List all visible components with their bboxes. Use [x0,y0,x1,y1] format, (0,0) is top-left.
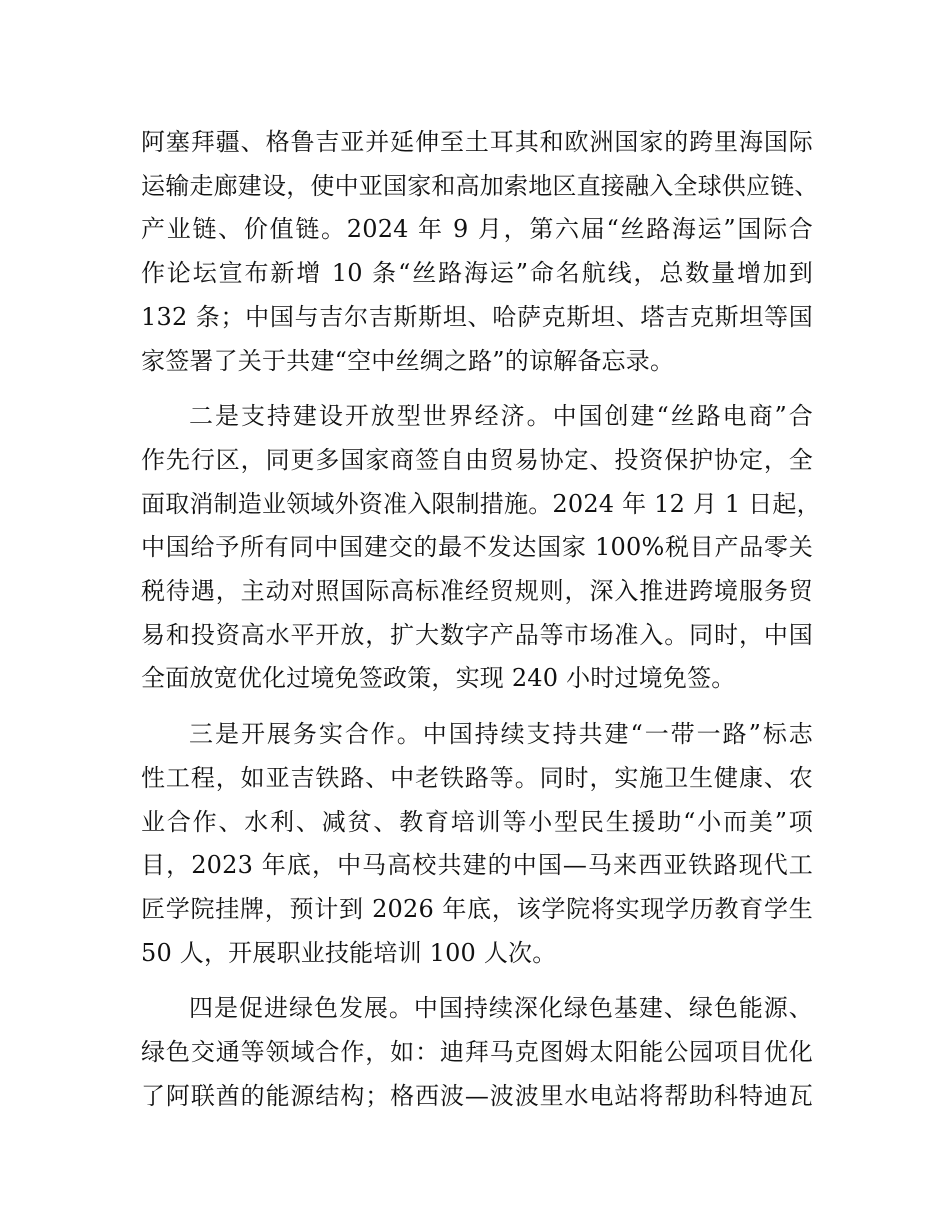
text-line: 二是支持建设开放型世界经济。中国创建“丝路电商”合 [189,402,813,431]
text-line: 性工程，如亚吉铁路、中老铁路等。同时，实施卫生健康、农 [141,763,813,792]
text-line: 绿色交通等领域合作，如：迪拜马克图姆太阳能公园项目优化 [141,1038,813,1067]
text-line: 132 条；中国与吉尔吉斯斯坦、哈萨克斯坦、塔吉克斯坦等国 [141,302,813,331]
paragraph-open-economy [141,395,821,701]
document-body [141,121,821,1118]
text-line: 税待遇，主动对照国际高标准经贸规则，深入推进跨境服务贸 [141,577,813,606]
paragraph-transport-corridor [141,121,819,383]
text-line: 作论坛宣布新增 10 条“丝路海运”命名航线，总数量增加到 [141,259,813,288]
text-line: 面取消制造业领域外资准入限制措施。2024 年 12 月 1 日起， [141,489,821,518]
paragraph-practical-cooperation [141,713,813,975]
text-line: 匠学院挂牌，预计到 2026 年底，该学院将实现学历教育学生 [141,894,813,923]
text-line: 50 人，开展职业技能培训 100 人次。 [141,938,557,967]
text-line: 三是开展务实合作。中国持续支持共建“一带一路”标志 [189,720,813,749]
paragraph-green-development [141,987,813,1118]
text-line: 业合作、水利、减贫、教育培训等小型民生援助“小而美”项 [141,807,813,836]
text-line: 中国给予所有同中国建交的最不发达国家 100%税目产品零关 [141,533,813,562]
text-line: 全面放宽优化过境免签政策，实现 240 小时过境免签。 [141,664,736,693]
text-line: 阿塞拜疆、格鲁吉亚并延伸至土耳其和欧洲国家的跨里海国际 [141,128,813,156]
text-line: 产业链、价值链。2024 年 9 月，第六届“丝路海运”国际合 [141,215,813,244]
text-line: 运输走廊建设，使中亚国家和高加索地区直接融入全球供应链、 [141,171,819,200]
text-line: 目，2023 年底，中马高校共建的中国—马来西亚铁路现代工 [141,851,813,880]
text-line: 四是促进绿色发展。中国持续深化绿色基建、绿色能源、 [189,994,813,1023]
text-line: 易和投资高水平开放，扩大数字产品等市场准入。同时，中国 [141,620,813,649]
text-line: 作先行区，同更多国家商签自由贸易协定、投资保护协定，全 [141,445,813,474]
text-line: 家签署了关于共建“空中丝绸之路”的谅解备忘录。 [141,346,675,375]
text-line: 了阿联酋的能源结构；格西波—波波里水电站将帮助科特迪瓦 [141,1081,813,1110]
